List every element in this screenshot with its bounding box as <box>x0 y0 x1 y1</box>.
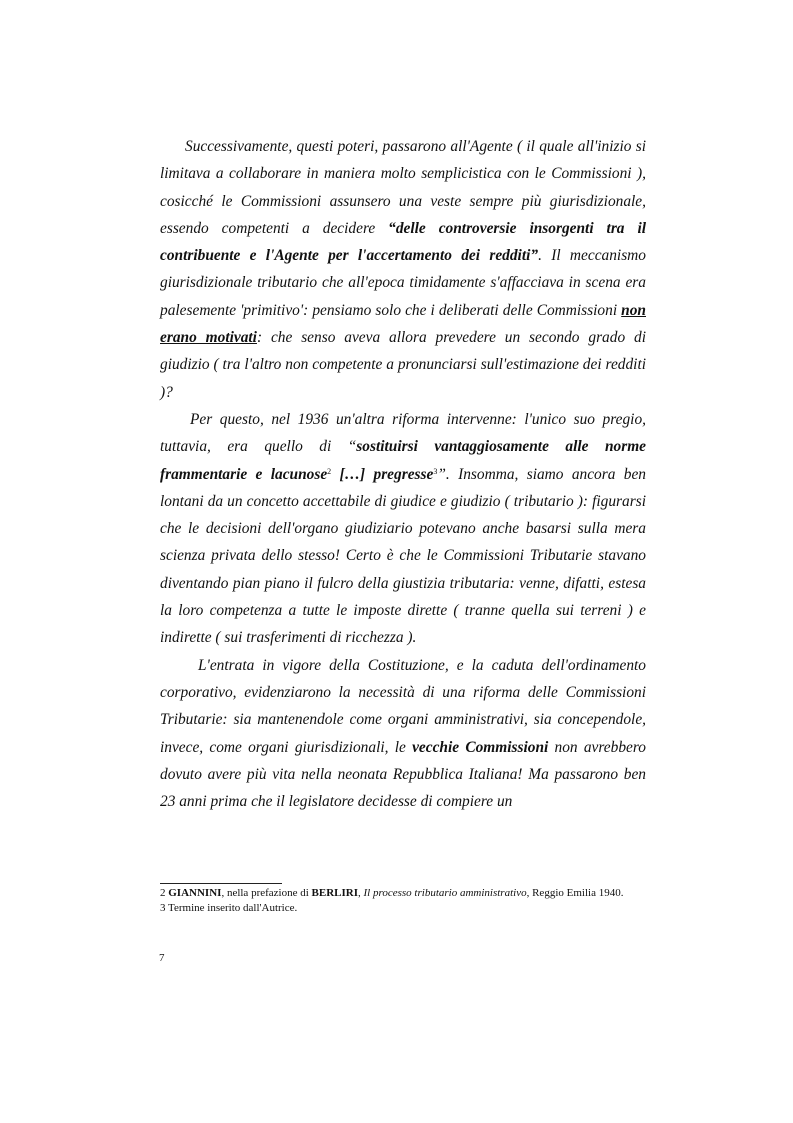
bold-emphasis: vecchie Commissioni <box>412 738 549 756</box>
footnotes <box>160 886 623 916</box>
bold-quote: sostituirsi vantaggiosamente alle norme frammentarie e lacunose <box>160 438 646 483</box>
footnote-number: 2 <box>160 887 169 899</box>
footnote-2 <box>160 886 623 901</box>
footnote-text: , Reggio Emilia 1940. <box>526 887 624 899</box>
page-number: 7 <box>159 952 165 964</box>
text-run: Per questo, nel 1936 un'altra riforma intervenne: l'unico suo pregio, tuttavia, era quello di “ <box>160 410 646 456</box>
footnote-title: Il processo tributario amministrativo <box>363 887 527 899</box>
paragraph-1 <box>160 133 646 406</box>
footnote-ref-3: 3 <box>433 466 438 476</box>
footnote-separator <box>160 883 282 884</box>
footnote-ref-2: 2 <box>327 466 332 476</box>
paragraph-3 <box>160 652 646 816</box>
main-text <box>160 133 646 815</box>
footnote-text: 3 Termine inserito dall'Autrice. <box>160 902 298 914</box>
text-run: . Il meccanismo giurisdizionale tributario che all'epoca timidamente s'affacciava in scena era palesemente 'primitivo': pensiamo solo che i deliberati delle Commissioni <box>160 247 646 319</box>
text-run: : che senso aveva allora prevedere un secondo grado di giudizio ( tra l'altro non competente a pronunciarsi sull'estimazione dei redditi )? <box>160 329 646 401</box>
text-run: non avrebbero dovuto avere più vita nella neonata Repubblica Italiana! Ma passarono ben 23 anni prima che il legislatore decidesse di compiere un <box>160 738 646 811</box>
footnote-author: BERLIRI <box>311 887 359 899</box>
bold-quote: “delle controversie insorgenti tra il contribuente e l'Agente per l'accertamento dei redditi” <box>160 219 647 265</box>
bold-underlined-emphasis: non erano motivati <box>160 301 646 347</box>
text-run: ”. Insomma, siamo ancora ben lontani da un concetto accettabile di giudice e giudizio ( tributario ): figurarsi che le decisioni dell'organo giudiziario potevano anche basarsi sulla mera scienza privata dello stesso! Certo è che le Commissioni Tributarie stavano diventando pian piano il fulcro della giustizia tributaria: venne, difatti, estesa la loro competenza a tutte le imposte dirette ( tranne quella sui terreni ) e indirette ( sui trasferimenti di ricchezza ). <box>160 465 646 647</box>
footnote-text: , <box>358 887 364 899</box>
footnote-author: GIANNINI <box>168 887 222 899</box>
footnote-text: , nella prefazione di <box>221 887 312 899</box>
paragraph-2 <box>160 406 646 652</box>
footnote-3 <box>160 901 623 916</box>
text-run: L'entrata in vigore della Costituzione, e la caduta dell'ordinamento corporativo, evidenziarono la necessità di una riforma delle Commissioni Tributarie: sia mantenendole come organi amministrativi, sia concependole, invece, come organi giurisdizionali, le <box>160 656 646 756</box>
text-run: Successivamente, questi poteri, passarono all'Agente ( il quale all'inizio si limitava a collaborare in maniera molto semplicistica con le Commissioni ), cosicché le Commissioni assunsero una veste sempre più giurisdizionale, essendo competenti a decidere <box>160 138 646 237</box>
bold-quote: […] pregresse <box>331 465 434 483</box>
